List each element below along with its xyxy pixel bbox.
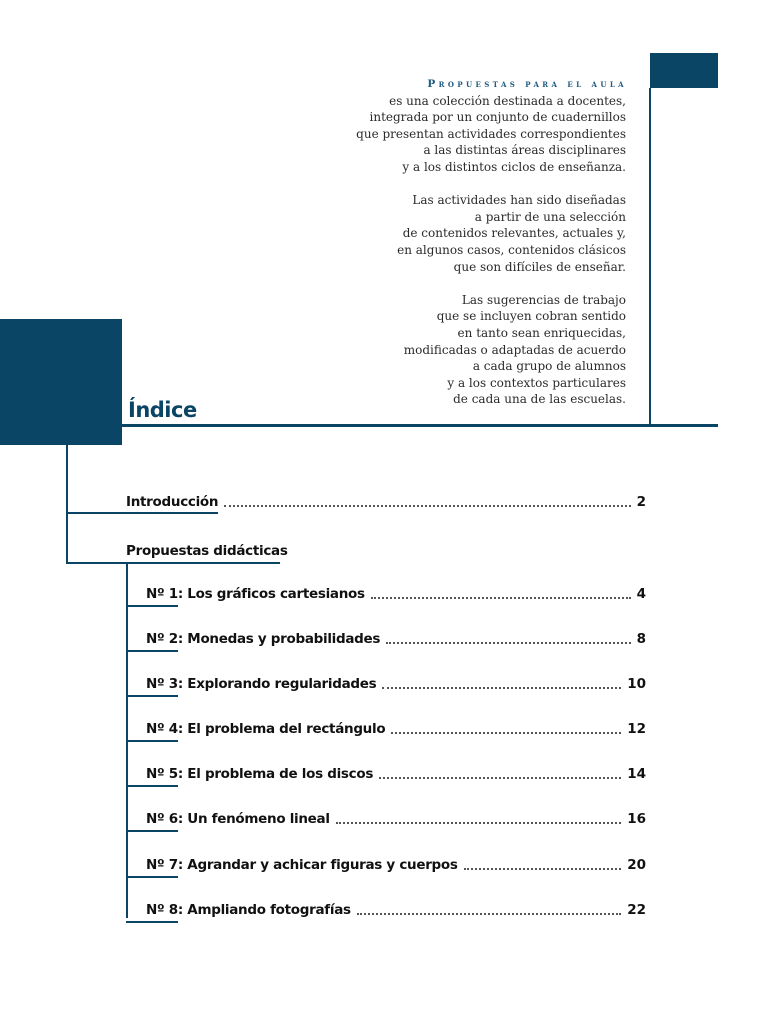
page-title: Índice — [128, 398, 197, 422]
toc-leader-dots — [386, 642, 630, 644]
toc-item-title: : Un fenómeno lineal — [177, 811, 330, 827]
toc-item-title: : Monedas y probabilidades — [177, 631, 381, 647]
toc-item-label — [146, 631, 380, 647]
intro-paragraph-3: Las sugerencias de trabajo que se incluyen cobran sentido en tanto sean enriquecidas, modificadas o adaptadas de acuerdo a cada grupo de alumnos y a los contextos particulares de cada una de las escuelas. — [403, 292, 626, 407]
series-name: Propuestas para el aula — [427, 78, 627, 90]
toc-item-number: Nº 3 — [146, 676, 178, 692]
toc-item-title: : Explorando regularidades — [177, 676, 377, 692]
toc-item-page: 4 — [636, 586, 646, 602]
left-block — [0, 319, 122, 445]
intro-branch — [66, 512, 218, 514]
toc-leader-dots — [371, 597, 631, 599]
toc-item-branch — [126, 650, 178, 652]
toc-item-branch — [126, 740, 178, 742]
intro-paragraph-2: Las actividades han sido diseñadas a partir de una selección de contenidos relevantes, actuales y, en algunos casos, contenidos clásicos que son difíciles de enseñar. — [397, 193, 626, 274]
toc-leader-dots — [357, 913, 621, 915]
toc-item-page: 16 — [627, 811, 646, 827]
toc-item-number: Nº 2 — [146, 631, 178, 647]
toc-item-branch — [126, 921, 178, 923]
propuestas-branch — [66, 562, 280, 564]
toc-item-number: Nº 1 — [146, 586, 178, 602]
toc-item-page: 20 — [627, 857, 646, 873]
toc-item-number: Nº 6 — [146, 811, 178, 827]
toc-item-label — [146, 586, 365, 602]
toc-item-label — [146, 902, 351, 918]
toc-item-title: : El problema del rectángulo — [177, 721, 386, 737]
toc-entry-introduccion[interactable] — [126, 494, 646, 510]
intro-paragraph-1: es una colección destinada a docentes, integrada por un conjunto de cuadernillos que presentan actividades correspondientes a las distintas áreas disciplinares y a los distintos ciclos de enseñanza. — [356, 93, 626, 174]
toc-vertical-rule — [66, 445, 68, 564]
toc-item-page: 10 — [627, 676, 646, 692]
toc-item-label — [146, 676, 376, 692]
toc-leader-dots — [379, 777, 621, 779]
toc-item-number: Nº 5 — [146, 766, 178, 782]
toc-entry-label: Introducción — [126, 494, 219, 510]
toc-item-number: Nº 7 — [146, 857, 178, 873]
toc-item-label — [146, 766, 373, 782]
toc-item-5[interactable] — [146, 766, 646, 782]
toc-section-propuestas[interactable] — [126, 543, 426, 559]
toc-leader-dots — [224, 505, 630, 507]
toc-item-label — [146, 811, 330, 827]
toc-item-7[interactable] — [146, 857, 646, 873]
toc-item-page: 22 — [627, 902, 646, 918]
toc-item-3[interactable] — [146, 676, 646, 692]
toc-section-label: Propuestas didácticas — [126, 543, 288, 559]
toc-item-title: : El problema de los discos — [177, 766, 374, 782]
toc-item-branch — [126, 830, 178, 832]
toc-item-page: 8 — [636, 631, 646, 647]
toc-item-1[interactable] — [146, 586, 646, 602]
toc-item-number: Nº 4 — [146, 721, 178, 737]
toc-item-title: : Agrandar y achicar figuras y cuerpos — [177, 857, 458, 873]
top-right-block — [650, 53, 718, 88]
toc-item-branch — [126, 785, 178, 787]
toc-item-branch — [126, 605, 178, 607]
collection-description — [306, 76, 626, 424]
toc-item-8[interactable] — [146, 902, 646, 918]
toc-item-label — [146, 721, 385, 737]
intro-vertical-rule — [649, 88, 651, 425]
toc-item-branch — [126, 695, 178, 697]
toc-item-2[interactable] — [146, 631, 646, 647]
toc-leader-dots — [336, 822, 622, 824]
toc-leader-dots — [464, 868, 622, 870]
toc-entry-page: 2 — [636, 494, 646, 510]
toc-item-4[interactable] — [146, 721, 646, 737]
toc-item-number: Nº 8 — [146, 902, 178, 918]
toc-item-page: 14 — [627, 766, 646, 782]
toc-item-title: : Los gráficos cartesianos — [177, 586, 365, 602]
toc-item-label — [146, 857, 458, 873]
toc-item-branch — [126, 876, 178, 878]
toc-leader-dots — [382, 687, 621, 689]
toc-item-page: 12 — [627, 721, 646, 737]
toc-item-title: : Ampliando fotografías — [177, 902, 351, 918]
toc-item-6[interactable] — [146, 811, 646, 827]
toc-leader-dots — [391, 732, 621, 734]
